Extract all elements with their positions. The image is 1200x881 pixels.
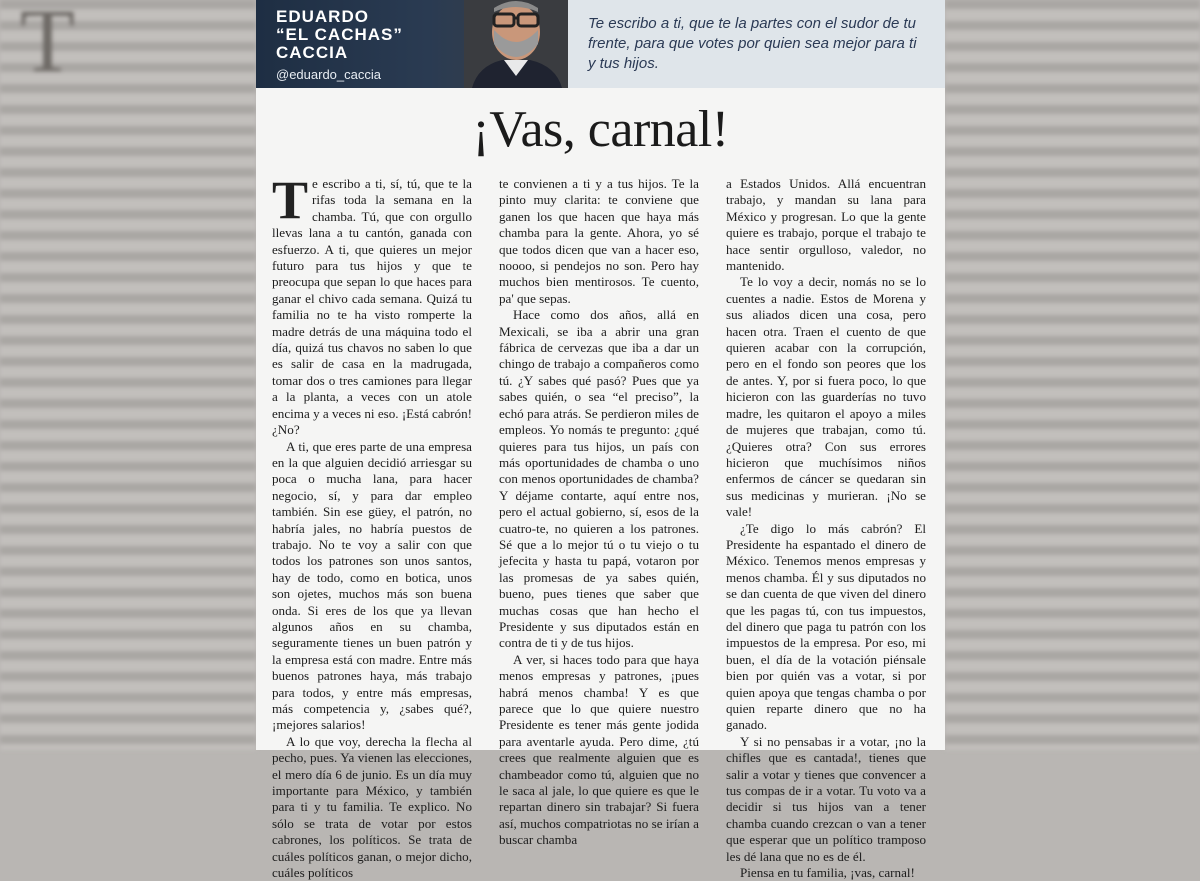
author-photo [464, 0, 568, 88]
newspaper-column-page [256, 0, 945, 881]
quote-box [568, 0, 945, 88]
author-banner [256, 0, 568, 88]
paragraph: Y si no pensabas ir a votar, ¡no la chifles que es cantada!, tienes que salir a votar y tienes que convencer a tus compas de ir a votar. Tu voto va a decidir si tus hijos van a tener chamba cuando crezcan o van a tener que esperar que un político tramposo les dé lana que no es de él. [726, 733, 926, 864]
drop-cap: T [272, 170, 309, 230]
headline: ¡Vas, carnal! [472, 101, 729, 158]
author-handle: @eduardo_caccia [276, 67, 381, 82]
paragraph: ¿Te digo lo más cabrón? El Presidente ha espantado el dinero de México. Tenemos menos empresas y menos chamba. Él y sus diputados no se dan cuenta de que viven del dinero que les pagas tú, con tus impuestos, del dinero que paga tu patrón con los impuestos de la empresa. Por eso, mi buen, el día de la votación piénsale bien por quién vas a votar, si por quien apoya que tengas chamba o por quien reparte dinero que no ha ganado. [726, 520, 926, 733]
paragraph: te convienen a ti y a tus hijos. Te la pinto muy clarita: te conviene que ganen los que hacen que haya más chamba para la gente. Ahora, yo sé que todos dicen que van a hacer eso, noooo, si pendejos no son. Pero hay muchos bien mentirosos. Te cuento, pa' que sepas. [499, 176, 699, 306]
paragraph [272, 170, 472, 439]
paragraph: A ver, si haces todo para que haya menos empresas y patrones, ¡pues habrá menos chamba! Y es que parece que lo que quiere nuestro Presidente es tener más gente jodida para aventarle ayuda. Pero dime, ¿tú crees que realmente alguien que es chambeador como tú, alguien que no le saca al jale, lo que quiere es que le repartan dinero sin trabajar? Si fuera así, muchos compatriotas no se irían a buscar chamba [499, 651, 699, 848]
pull-quote: Te escribo a ti, que te la partes con el sudor de tu frente, para que votes por quien sea mejor para ti y tus hijos. [588, 15, 917, 72]
paragraph: A lo que voy, derecha la flecha al pecho, pues. Ya vienen las elecciones, el mero día 6 de junio. Es un día muy importante para México, y también para ti y tu familia. Te explico. No sólo se trata de votar por estos cabrones, los políticos. Se trata de cuáles políticos ganan, o mejor dicho, cuáles políticos [272, 733, 472, 881]
column-header [256, 0, 945, 88]
author-name-line3: CACCIA [276, 43, 349, 62]
author-name [276, 8, 403, 62]
paragraph: A ti, que eres parte de una empresa en la que alguien decidió arriesgar su poca o mucha lana, para hacer negocio, sí, y para dar empleo también. Sin ese güey, el patrón, no habría jales, no habría puestos de trabajo. No te voy a salir con que todos los patrones son unos santos, hay de todo, como en botica, unos son ojetes, muchos más son buena onda. Si eres de los que ya llevan algunos años en su chamba, seguramente tienes un buen patrón y la empresa está con madre. Entre más buenos patrones haya, más trabajo para todos, y entre más empresas, más competencia y, ¿sabes qué?, ¡mejores salarios! [272, 438, 472, 733]
text-column-3 [726, 176, 926, 881]
text-column-1 [272, 170, 472, 881]
paragraph: a Estados Unidos. Allá encuentran trabajo, y mandan su lana para México y progresan. Lo que la gente quiere es trabajo, porque el trabajo te hace sentir orgulloso, valedor, no mantenido. [726, 176, 926, 274]
author-name-line1: EDUARDO [276, 7, 369, 26]
paragraph-text: e escribo a ti, sí, tú, que te la rifas toda la semana en la chamba. Tú, que con orgullo llevas lana a tu cantón, ganada con esfuerzo. A ti, que quieres un mejor futuro para tus hijos y que te preocupa que sepan lo que haces para ganar el chivo cada semana. Quizá tu familia no te ha visto romperte la madre detrás de una máquina todo el día, quizá tus chavos no saben lo que es salir de casa en la madrugada, tomar dos o tres camiones para llegar a la planta, a veces con un atole encima y a veces ni eso. ¡Está cabrón! ¿No? [272, 176, 472, 438]
blurred-background-letter: T [20, 0, 75, 91]
blurred-background-right [945, 0, 1200, 750]
blurred-background-left [0, 0, 256, 750]
paragraph: Te lo voy a decir, nomás no se lo cuentes a nadie. Estos de Morena y sus aliados dicen una cosa, pero hacen otra. Traen el cuento de que quieren acabar con la corrupción, pero en el fondo son peores que los de antes. Y, por si fuera poco, lo que hicieron con las guarderías no tuvo madre, les quitaron el apoyo a miles de mujeres que trabajan, como tú. ¿Quieres otra? Con sus errores hicieron que muchísimos niños enfermos de cáncer se quedaran sin sus medicinas y murieran. ¡No se vale! [726, 274, 926, 520]
author-name-line2: “EL CACHAS” [276, 25, 403, 44]
paragraph: Piensa en tu familia, ¡vas, carnal! [740, 865, 915, 881]
paragraph: Hace como dos años, allá en Mexicali, se iba a abrir una gran fábrica de cervezas que iba a dar un chingo de trabajo a compañeros como tú. ¿Y sabes qué pasó? Pues que ya sabes quién, o sea “el preciso”, la echó para atrás. Se perdieron miles de empleos. Yo nomás te pregunto: ¿qué quieres para tus hijos, un país con más oportunidades de chamba o uno con menos oportunidades de chamba? Y déjame contarte, aquí entre nos, pero el actual gobierno, sí, esos de la cuatro-te, no quieren a los patrones. Sé que a lo mejor tú o tu viejo o tu jefecita y hasta tu papá, votaron por las promesas de ya sabes quién, bueno, pues tienes que saber que muchas cosas que han hecho el Presidente y sus diputados están en contra de ti y de tus hijos. [499, 307, 699, 651]
text-column-2 [499, 176, 699, 849]
